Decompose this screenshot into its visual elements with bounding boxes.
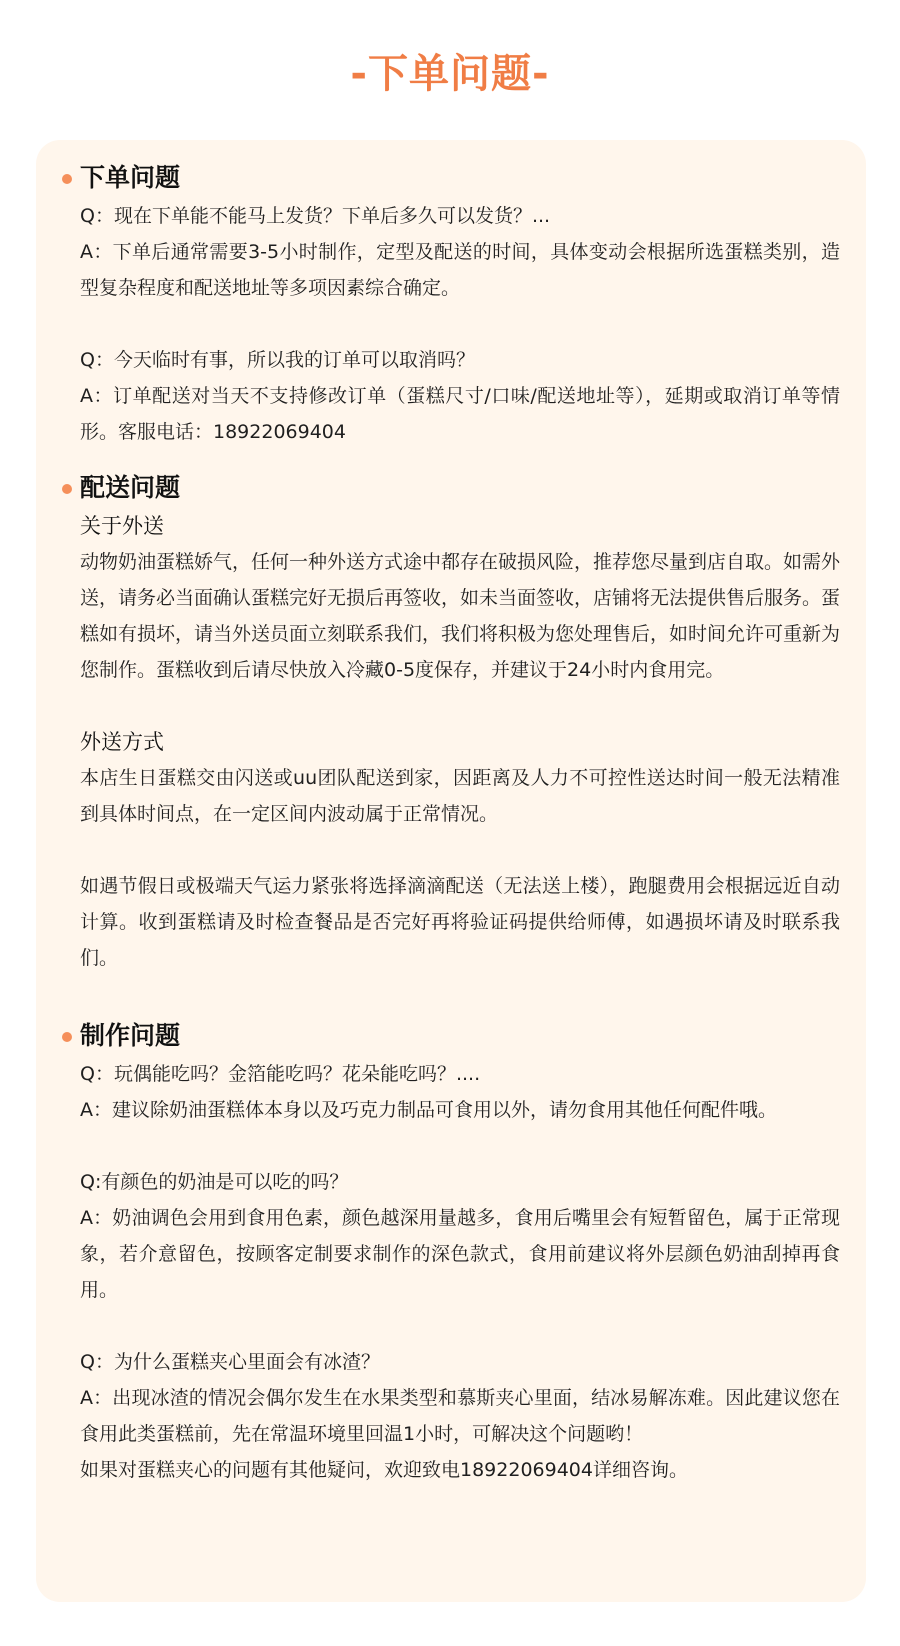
delivery-subtitle-about: 关于外送 (80, 514, 164, 538)
spacer (80, 832, 840, 868)
bullet-dot-icon (62, 1032, 72, 1042)
order-section (80, 158, 840, 450)
bullet-dot-icon (62, 484, 72, 494)
production-section-title: 制作问题 (80, 1021, 181, 1050)
delivery-paragraph-3: 如遇节假日或极端天气运力紧张将选择滴滴配送（无法送上楼），跑腿费用会根据远近自动计算。收到蛋糕请及时检查餐品是否完好再将验证码提供给师傅，如遇损坏请及时联系我们。 (80, 875, 840, 969)
delivery-paragraph-1: 动物奶油蛋糕娇气，任何一种外送方式途中都存在破损风险，推荐您尽量到店自取。如需外送，请务必当面确认蛋糕完好无损后再签收，如未当面签收，店铺将无法提供售后服务。蛋糕如有损坏，请当外送员面立刻联系我们，我们将积极为您处理售后，如时间允许可重新为您制作。蛋糕收到后请尽快放入冷藏0-5度保存，并建议于24小时内食用完。 (80, 551, 841, 681)
production-question-2: Q:有颜色的奶油是可以吃的吗？ (80, 1171, 349, 1193)
production-answer-2: A：奶油调色会用到食用色素，颜色越深用量越多，食用后嘴里会有短暂留色，属于正常现象，若介意留色，按顾客定制要求制作的深色款式，食用前建议将外层颜色奶油刮掉再食用。 (80, 1207, 840, 1301)
bullet-dot-icon (62, 174, 72, 184)
production-answer-1: A：建议除奶油蛋糕体本身以及巧克力制品可食用以外，请勿食用其他任何配件哦。 (80, 1099, 777, 1121)
production-contact-note: 如果对蛋糕夹心的问题有其他疑问，欢迎致电18922069404详细咨询。 (80, 1459, 688, 1481)
order-answer-1: A：下单后通常需要3-5小时制作，定型及配送的时间，具体变动会根据所选蛋糕类别，造型复杂程度和配送地址等多项因素综合确定。 (80, 241, 840, 299)
order-question-1: Q：现在下单能不能马上发货？下单后多久可以发货？... (80, 205, 551, 227)
order-section-title: 下单问题 (80, 163, 181, 192)
page-title: -下单问题- (350, 51, 550, 97)
production-question-1: Q：玩偶能吃吗？金箔能吃吗？花朵能吃吗？.... (80, 1063, 481, 1085)
production-answer-3: A：出现冰渣的情况会偶尔发生在水果类型和慕斯夹心里面，结冰易解冻难。因此建议您在食用此类蛋糕前，先在常温环境里回温1小时，可解决这个问题哟！ (80, 1387, 840, 1445)
order-answer-2: A：订单配送对当天不支持修改订单（蛋糕尺寸/口味/配送地址等），延期或取消订单等情形。客服电话：18922069404 (80, 385, 840, 443)
delivery-subtitle-method: 外送方式 (80, 730, 164, 754)
delivery-section-title: 配送问题 (80, 473, 181, 502)
order-question-2: Q：今天临时有事，所以我的订单可以取消吗？ (80, 349, 475, 371)
spacer (80, 306, 840, 342)
delivery-section (80, 468, 840, 976)
production-section (80, 1016, 840, 1488)
spacer (80, 688, 840, 724)
production-question-3: Q：为什么蛋糕夹心里面会有冰渣？ (80, 1351, 380, 1373)
spacer (80, 1308, 840, 1344)
spacer (80, 1128, 840, 1164)
faq-card (36, 140, 866, 1602)
delivery-paragraph-2: 本店生日蛋糕交由闪送或uu团队配送到家，因距离及人力不可控性送达时间一般无法精准到具体时间点，在一定区间内波动属于正常情况。 (80, 767, 840, 825)
